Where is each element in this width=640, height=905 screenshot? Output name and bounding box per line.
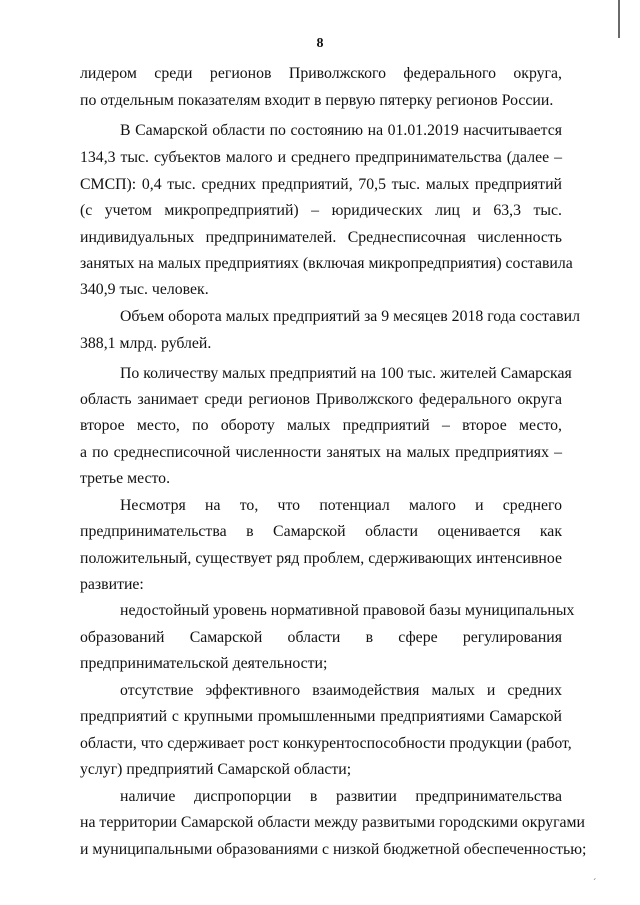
- text-line: положительный, существует ряд проблем, сдерживающих интенсивное: [80, 550, 562, 567]
- text-line: и муниципальными образованиями с низкой бюджетной обеспеченностью;: [80, 841, 587, 858]
- scan-edge-mark-bottom: ´: [593, 878, 597, 889]
- text-line: второе место, по обороту малых предприятий – второе место,: [80, 417, 562, 434]
- text-line: Несмотря на то, что потенциал малого и среднего: [120, 497, 562, 514]
- text-line: (с учетом микропредприятий) – юридических лиц и 63,3 тыс.: [80, 202, 562, 219]
- text-line: предприятий с крупными промышленными предприятиями Самарской: [80, 708, 562, 725]
- text-line: развитие:: [80, 576, 144, 593]
- text-line: предпринимательства в Самарской области оценивается как: [80, 523, 562, 540]
- text-line: 388,1 млрд. рублей.: [80, 335, 212, 352]
- text-line: на территории Самарской области между развитыми городскими округами: [80, 814, 586, 831]
- text-line: области, что сдерживает рост конкурентоспособности продукции (работ,: [80, 735, 572, 752]
- scan-edge-mark: [618, 0, 620, 38]
- text-line: В Самарской области по состоянию на 01.01.2019 насчитывается: [120, 122, 562, 139]
- text-line: по отдельным показателям входит в первую пятерку регионов России.: [80, 92, 554, 109]
- text-line: услуг) предприятий Самарской области;: [80, 761, 352, 778]
- text-line: наличие диспропорции в развитии предпринимательства: [120, 788, 562, 805]
- text-line: Объем оборота малых предприятий за 9 месяцев 2018 года составил: [120, 308, 580, 325]
- text-line: По количеству малых предприятий на 100 тыс. жителей Самарская: [120, 365, 572, 382]
- text-line: 340,9 тыс. человек.: [80, 281, 209, 298]
- text-line: индивидуальных предпринимателей. Среднесписочная численность: [80, 229, 562, 246]
- text-line: образований Самарской области в сфере регулирования: [80, 629, 562, 646]
- text-line: СМСП): 0,4 тыс. средних предприятий, 70,5 тыс. малых предприятий: [80, 176, 562, 193]
- text-line: предпринимательской деятельности;: [80, 655, 328, 672]
- text-line: отсутствие эффективного взаимодействия малых и средних: [120, 682, 562, 699]
- text-line: занятых на малых предприятиях (включая микропредприятия) составила: [80, 255, 573, 272]
- text-line: а по среднесписочной численности занятых на малых предприятиях –: [80, 444, 562, 461]
- text-line: недостойный уровень нормативной правовой базы муниципальных: [120, 602, 575, 619]
- page-number: 8: [316, 36, 324, 51]
- text-line: область занимает среди регионов Приволжского федерального округа: [80, 391, 562, 408]
- text-line: 134,3 тыс. субъектов малого и среднего предпринимательства (далее –: [80, 149, 562, 166]
- text-line: лидером среди регионов Приволжского федерального округа,: [80, 65, 562, 82]
- text-line: третье место.: [80, 470, 171, 487]
